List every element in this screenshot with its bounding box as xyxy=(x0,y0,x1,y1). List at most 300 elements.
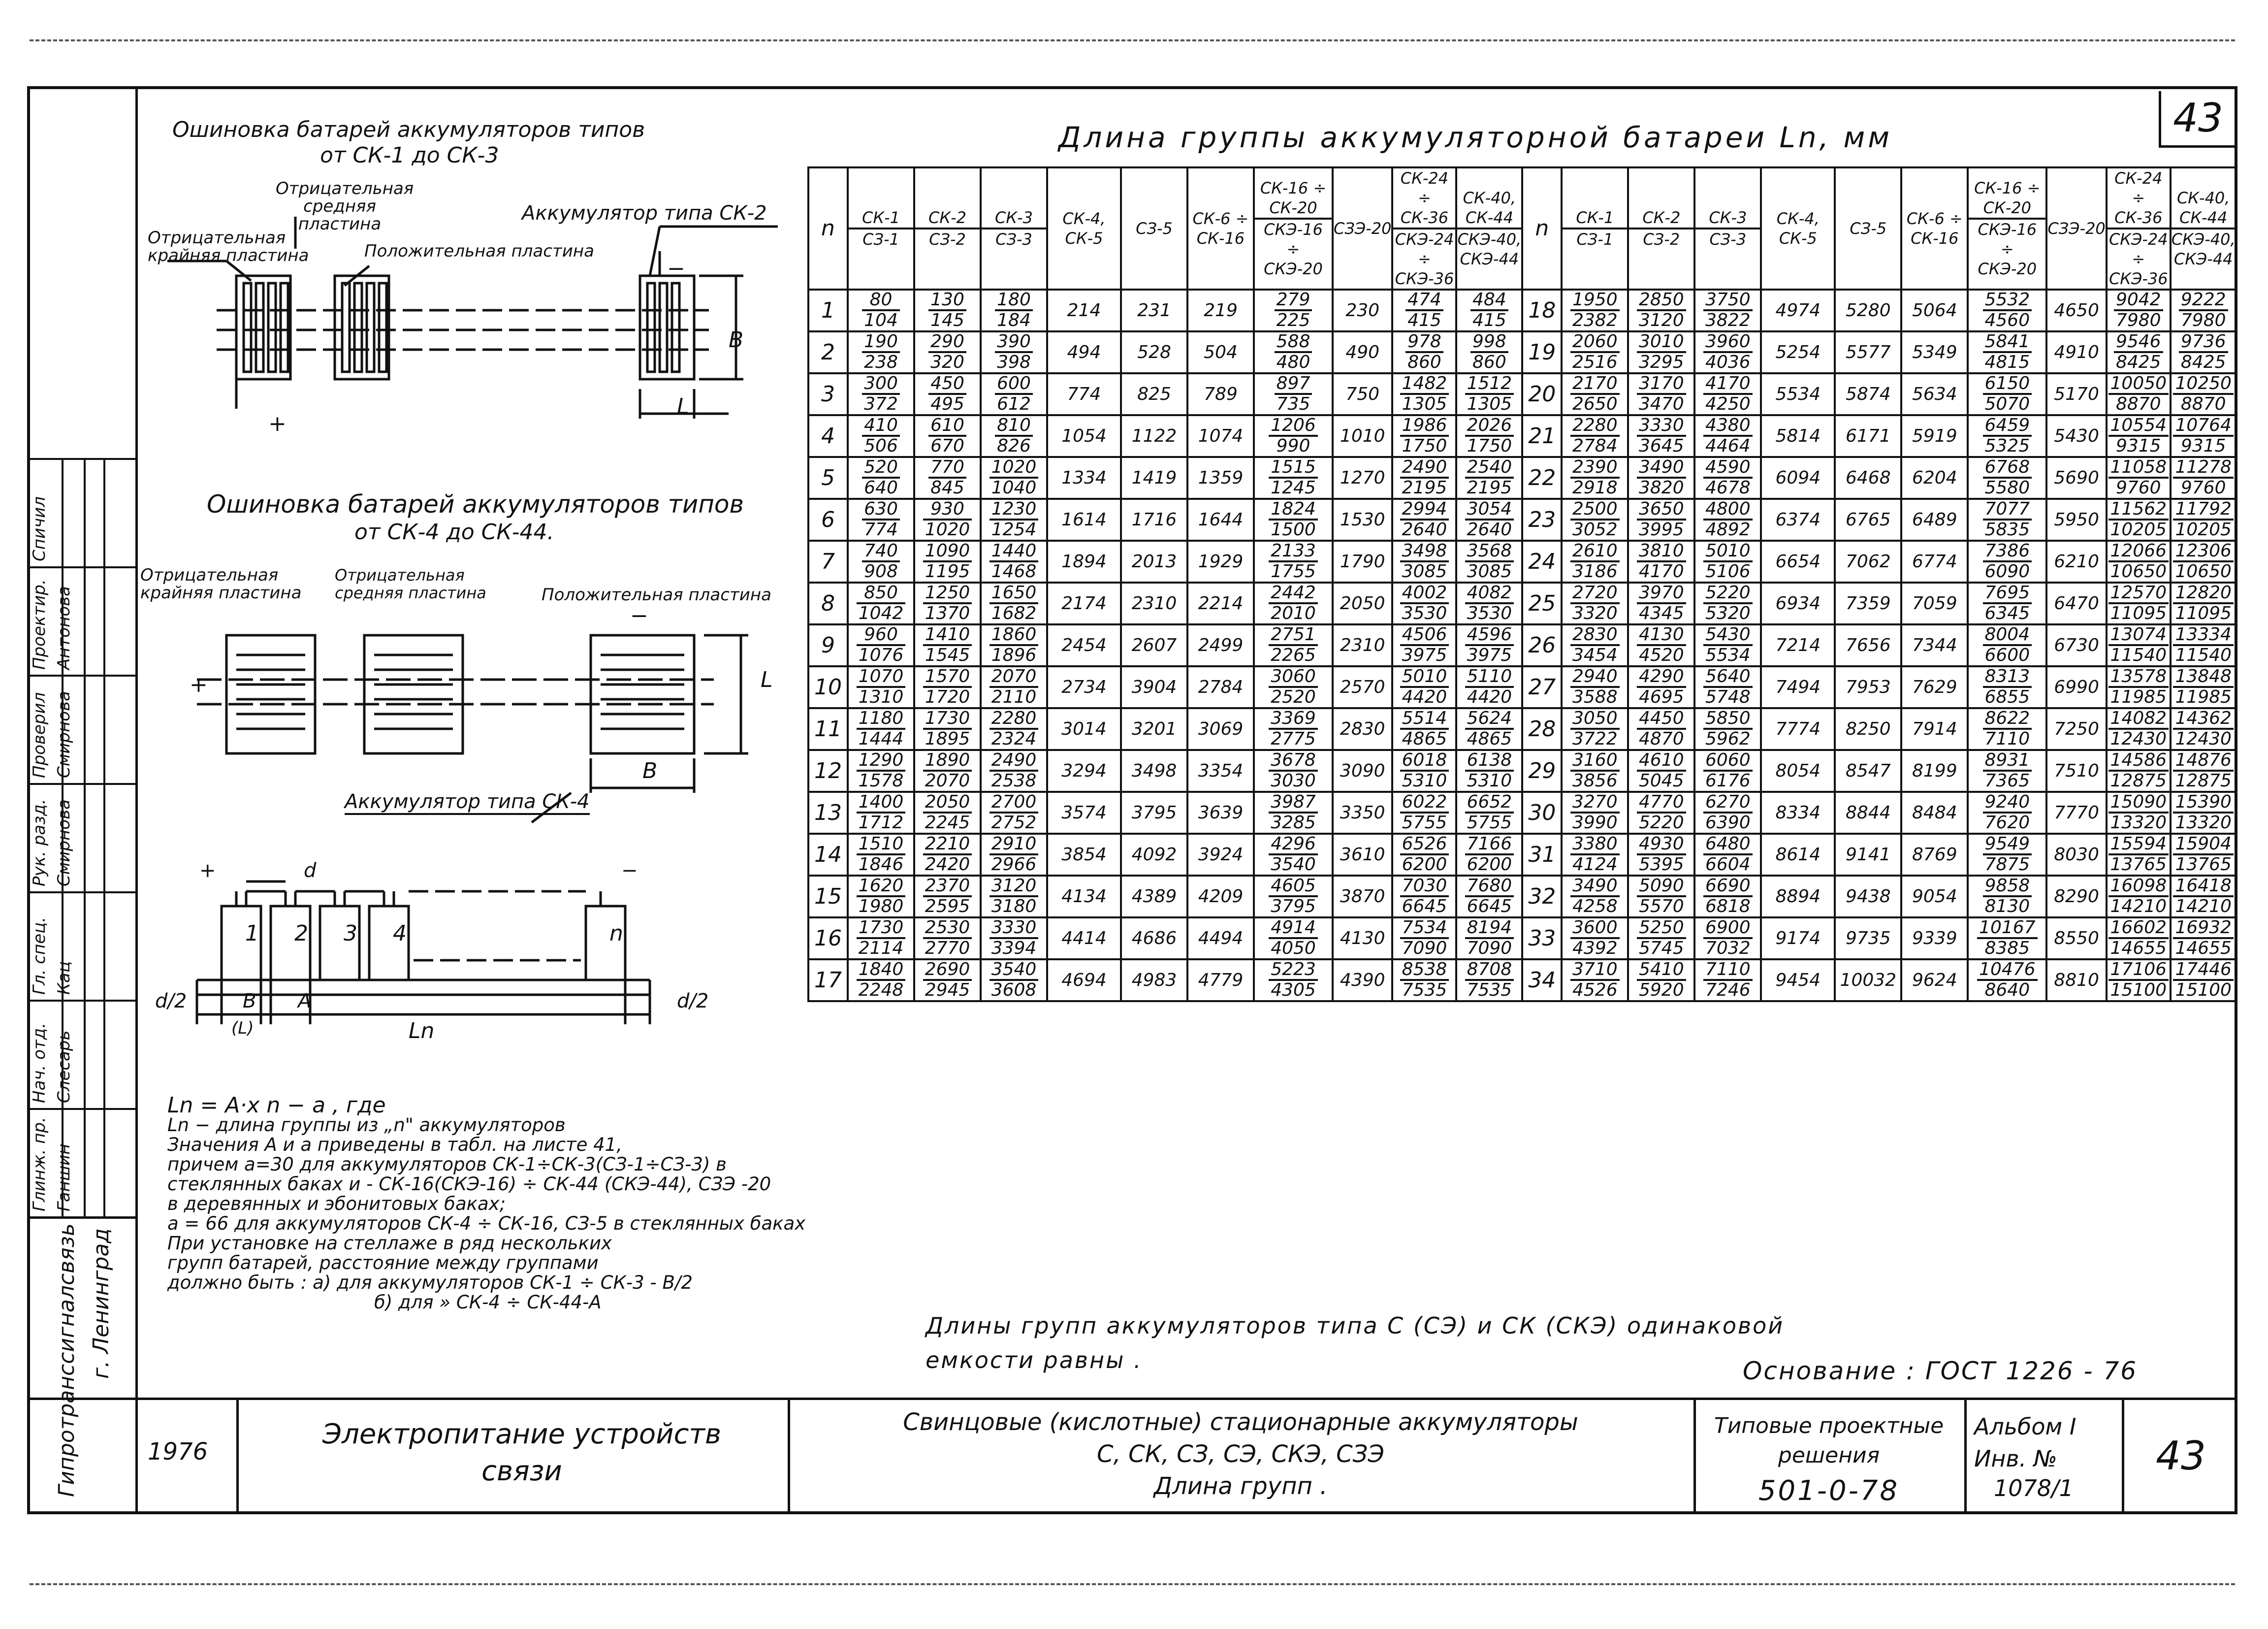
fraction-bottom: 5748 xyxy=(1705,687,1751,707)
fraction xyxy=(1703,584,1753,623)
table-cell xyxy=(2107,959,2171,1001)
table-cell: 8614 xyxy=(1761,834,1835,876)
fraction-bottom: 13765 xyxy=(2175,854,2232,875)
fraction-bottom: 104 xyxy=(864,310,898,330)
fraction xyxy=(857,960,906,1000)
fraction xyxy=(1269,835,1318,874)
table-cell xyxy=(1694,373,1761,415)
fraction-top: 11278 xyxy=(2173,458,2234,479)
fraction-top: 3054 xyxy=(1465,500,1514,521)
fraction-top: 130 xyxy=(928,291,966,311)
table-cell xyxy=(848,331,914,373)
header-n: n xyxy=(808,167,848,290)
fraction-top: 4380 xyxy=(1703,416,1753,437)
fraction-bottom: 6090 xyxy=(1984,561,2030,582)
fraction-bottom: 5745 xyxy=(1639,938,1684,958)
table-cell xyxy=(1694,959,1761,1001)
table-cell xyxy=(2171,959,2236,1001)
table-cell xyxy=(1694,666,1761,708)
diagram1-title-line2: от СК-1 до СК-3 xyxy=(320,143,499,168)
fraction xyxy=(862,500,900,539)
table-cell xyxy=(1392,415,1456,457)
table-cell: 2013 xyxy=(1121,541,1187,583)
fraction xyxy=(862,291,900,330)
fraction-bottom: 2752 xyxy=(991,813,1037,833)
table-cell xyxy=(848,792,914,834)
table-cell: 1894 xyxy=(1047,541,1121,583)
fraction-bottom: 6200 xyxy=(1467,854,1512,875)
fraction-bottom: 1720 xyxy=(925,687,970,707)
fraction-bottom: 7980 xyxy=(2180,310,2226,330)
fraction-bottom: 3030 xyxy=(1271,771,1316,791)
fraction-top: 80 xyxy=(862,291,900,311)
fraction-bottom: 3990 xyxy=(1572,813,1618,833)
fraction-top: 6138 xyxy=(1465,751,1514,772)
table-cell xyxy=(981,834,1047,876)
table-cell xyxy=(981,499,1047,541)
fraction-top: 9222 xyxy=(2179,291,2228,311)
fraction-bottom: 5106 xyxy=(1705,561,1751,582)
fraction-top: 588 xyxy=(1275,332,1312,353)
note-line: Значения А и а приведены в табл. на листе 41, xyxy=(167,1134,622,1155)
fraction-top: 9546 xyxy=(2114,332,2163,353)
fraction-bottom: 11540 xyxy=(2110,645,2167,665)
table-cell: 5170 xyxy=(2046,373,2106,415)
fraction-top: 1206 xyxy=(1269,416,1318,437)
fraction-top: 1570 xyxy=(923,667,972,688)
table-cell xyxy=(2107,876,2171,917)
table-cell xyxy=(981,290,1047,331)
table-cell xyxy=(1628,666,1694,708)
fraction-bottom: 1712 xyxy=(858,813,904,833)
fraction-top: 3650 xyxy=(1637,500,1686,521)
fraction-top: 15904 xyxy=(2173,835,2234,855)
table-cell xyxy=(1254,750,1333,792)
fraction-top: 2070 xyxy=(990,667,1039,688)
fraction xyxy=(1275,291,1312,330)
fraction xyxy=(990,458,1039,497)
fraction-bottom: 5835 xyxy=(1984,520,2030,540)
fraction xyxy=(990,751,1039,790)
fraction xyxy=(1465,500,1514,539)
fraction-bottom: 4345 xyxy=(1639,603,1684,623)
fraction xyxy=(923,751,972,790)
fraction-top: 12820 xyxy=(2173,584,2234,604)
fraction-top: 3330 xyxy=(990,918,1039,939)
table-row xyxy=(808,583,2236,624)
fraction-top: 3600 xyxy=(1570,918,1620,939)
fraction-bottom: 6645 xyxy=(1467,896,1512,916)
header-bottom: СЗ-1 xyxy=(862,230,899,249)
table-cell: 2454 xyxy=(1047,624,1121,666)
fraction-bottom: 11540 xyxy=(2175,645,2232,665)
table-cell: 4414 xyxy=(1047,917,1121,959)
fraction xyxy=(1465,793,1514,832)
side-stamp-role: Проектир. xyxy=(30,579,49,670)
fraction xyxy=(2108,584,2169,623)
table-cell xyxy=(2171,290,2236,331)
fraction-bottom: 5310 xyxy=(1402,771,1447,791)
table-cell xyxy=(2171,583,2236,624)
table-cell xyxy=(1562,541,1628,583)
table-cell: 4650 xyxy=(2046,290,2106,331)
fraction-top: 12306 xyxy=(2173,542,2234,562)
fraction-bottom: 3052 xyxy=(1572,520,1618,540)
table-row xyxy=(808,373,2236,415)
header-top: СК-3 xyxy=(982,208,1046,229)
table-cell xyxy=(1968,708,2046,750)
side-stamp-city: г. Ленинград xyxy=(89,1228,114,1379)
fraction xyxy=(1703,667,1753,707)
header-cell: СК-4, СК-5 xyxy=(1047,167,1121,290)
fraction-bottom: 1846 xyxy=(858,854,904,875)
fraction-bottom: 1755 xyxy=(1271,561,1316,582)
table-cell xyxy=(1456,373,1522,415)
table-cell xyxy=(981,917,1047,959)
fraction xyxy=(1983,542,2032,581)
fraction-top: 16932 xyxy=(2173,918,2234,939)
table-cell xyxy=(1254,708,1333,750)
header-cell xyxy=(914,167,981,290)
fraction-top: 1230 xyxy=(990,500,1039,521)
fraction-bottom: 3120 xyxy=(1639,310,1684,330)
fraction-top: 850 xyxy=(857,584,906,604)
fraction xyxy=(990,584,1039,623)
row-n: 30 xyxy=(1522,792,1562,834)
fraction xyxy=(1275,374,1312,414)
fraction-top: 1410 xyxy=(923,625,972,646)
fraction xyxy=(2179,291,2228,330)
table-cell xyxy=(1562,708,1628,750)
fraction-top: 9549 xyxy=(1983,835,2032,855)
table-cell: 4390 xyxy=(1333,959,1392,1001)
fraction xyxy=(928,458,966,497)
table-cell: 9174 xyxy=(1761,917,1835,959)
tb-std-line2: решения xyxy=(1778,1443,1880,1468)
row-n: 26 xyxy=(1522,624,1562,666)
table-cell xyxy=(2107,792,2171,834)
fraction xyxy=(990,793,1039,832)
fraction-top: 8931 xyxy=(1983,751,2032,772)
fraction-bottom: 5325 xyxy=(1984,436,2030,456)
fraction xyxy=(1269,709,1318,749)
fraction-top: 9736 xyxy=(2179,332,2228,353)
fraction xyxy=(1637,625,1686,665)
header-bottom: СКЭ-24 ÷ СКЭ-36 xyxy=(2108,230,2168,288)
table-cell: 4694 xyxy=(1047,959,1121,1001)
row-n: 18 xyxy=(1522,290,1562,331)
fraction-top: 810 xyxy=(995,416,1033,437)
table-row xyxy=(808,750,2236,792)
fraction-bottom: 4258 xyxy=(1572,896,1618,916)
fraction xyxy=(2173,918,2234,958)
fraction xyxy=(1400,709,1449,749)
table-cell xyxy=(1392,541,1456,583)
table-cell xyxy=(1628,583,1694,624)
fraction-bottom: 12875 xyxy=(2110,771,2167,791)
fraction xyxy=(857,835,906,874)
fraction-bottom: 3295 xyxy=(1639,352,1684,372)
table-cell xyxy=(1968,373,2046,415)
table-cell: 5280 xyxy=(1835,290,1901,331)
fraction xyxy=(1570,374,1620,414)
header-top: СК-2 xyxy=(1629,208,1693,229)
fraction-bottom: 5962 xyxy=(1705,729,1751,749)
fraction xyxy=(1983,374,2032,414)
fraction-top: 897 xyxy=(1275,374,1312,395)
fraction-bottom: 4560 xyxy=(1984,310,2030,330)
fraction-bottom: 1020 xyxy=(925,520,970,540)
fraction-bottom: 3180 xyxy=(991,896,1037,916)
fraction-top: 2850 xyxy=(1637,291,1686,311)
fraction xyxy=(1983,877,2032,916)
fraction-bottom: 11985 xyxy=(2110,687,2167,707)
fraction-bottom: 2650 xyxy=(1572,394,1618,414)
header-n: n xyxy=(1522,167,1562,290)
fraction-top: 7386 xyxy=(1983,542,2032,562)
fraction xyxy=(923,960,972,1000)
fraction-bottom: 2784 xyxy=(1572,436,1618,456)
table-cell xyxy=(1694,708,1761,750)
fraction xyxy=(1570,877,1620,916)
fraction xyxy=(1703,500,1753,539)
table-cell xyxy=(2171,373,2236,415)
fraction xyxy=(1400,793,1449,832)
table-cell xyxy=(1392,750,1456,792)
fraction-top: 6459 xyxy=(1983,416,2032,437)
table-cell: 3498 xyxy=(1121,750,1187,792)
fraction-top: 1515 xyxy=(1269,458,1318,479)
fraction-top: 474 xyxy=(1406,291,1443,311)
fraction xyxy=(1637,793,1686,832)
fraction-bottom: 2114 xyxy=(858,938,904,958)
title-block-top-line xyxy=(27,1398,2237,1400)
fraction-top: 7534 xyxy=(1400,918,1449,939)
fraction-bottom: 6176 xyxy=(1705,771,1751,791)
table-cell xyxy=(1628,415,1694,457)
fraction xyxy=(1703,542,1753,581)
table-cell xyxy=(2171,415,2236,457)
fraction-bottom: 1750 xyxy=(1402,436,1447,456)
table-cell: 9141 xyxy=(1835,834,1901,876)
table-cell: 7359 xyxy=(1835,583,1901,624)
fraction xyxy=(1400,584,1449,623)
side-stamp-role: Рук. разд. xyxy=(30,799,49,886)
fraction-bottom: 5395 xyxy=(1639,854,1684,875)
fraction-bottom: 184 xyxy=(997,310,1031,330)
diagram1-dim-l: L xyxy=(677,394,689,419)
table-cell xyxy=(1456,541,1522,583)
fraction-top: 14586 xyxy=(2108,751,2169,772)
table-cell xyxy=(1254,583,1333,624)
diagram3-cell-n: n xyxy=(609,921,623,946)
table-cell xyxy=(1968,750,2046,792)
fraction-top: 3160 xyxy=(1570,751,1620,772)
fraction-top: 10167 xyxy=(1977,918,2038,939)
fraction-top: 6768 xyxy=(1983,458,2032,479)
fraction-bottom: 5755 xyxy=(1467,813,1512,833)
fraction xyxy=(1470,332,1508,372)
table-cell: 4910 xyxy=(2046,331,2106,373)
table-cell: 6654 xyxy=(1761,541,1835,583)
table-cell: 1010 xyxy=(1333,415,1392,457)
tb-sheet: 43 xyxy=(2156,1433,2206,1479)
table-cell: 5577 xyxy=(1835,331,1901,373)
table-cell: 7059 xyxy=(1901,583,1968,624)
fraction xyxy=(1637,542,1686,581)
fraction-top: 5841 xyxy=(1983,332,2032,353)
table-row xyxy=(808,499,2236,541)
table-cell xyxy=(981,959,1047,1001)
fraction xyxy=(2173,374,2234,414)
table-cell: 3610 xyxy=(1333,834,1392,876)
table-cell: 774 xyxy=(1047,373,1121,415)
note-line: должно быть : а) для аккумуляторов СК-1 ÷ СК-3 - В/2 xyxy=(167,1272,693,1293)
table-cell: 8290 xyxy=(2046,876,2106,917)
table-cell xyxy=(981,876,1047,917)
fraction-top: 190 xyxy=(862,332,900,353)
fraction-bottom: 3530 xyxy=(1402,603,1447,623)
fraction-bottom: 845 xyxy=(930,478,964,498)
fraction-top: 1730 xyxy=(857,918,906,939)
table-cell xyxy=(2171,750,2236,792)
fraction-top: 2210 xyxy=(923,835,972,855)
fraction-top: 12066 xyxy=(2108,542,2169,562)
table-cell xyxy=(914,624,981,666)
side-stamp-col xyxy=(62,458,64,1216)
side-stamp-role: Нач. отд. xyxy=(30,1022,49,1103)
table-cell: 5534 xyxy=(1761,373,1835,415)
fraction-top: 2700 xyxy=(990,793,1039,814)
fraction xyxy=(1465,416,1514,456)
diagram1-type-label: Аккумулятор типа СК-2 xyxy=(522,202,767,225)
table-cell xyxy=(1968,583,2046,624)
table-cell xyxy=(981,457,1047,499)
table-cell xyxy=(914,876,981,917)
table-cell xyxy=(2107,666,2171,708)
table-cell xyxy=(1456,499,1522,541)
fraction xyxy=(923,667,972,707)
fraction-top: 14082 xyxy=(2108,709,2169,730)
header-top: СК-40, СК-44 xyxy=(1457,188,1521,229)
table-cell xyxy=(981,666,1047,708)
fraction xyxy=(1983,584,2032,623)
table-cell: 528 xyxy=(1121,331,1187,373)
fraction-top: 13578 xyxy=(2108,667,2169,688)
fraction-top: 3568 xyxy=(1465,542,1514,562)
fraction-bottom: 11095 xyxy=(2175,603,2232,623)
diagram3-d2-right: d/2 xyxy=(677,990,709,1012)
fraction-top: 3960 xyxy=(1703,332,1753,353)
table-cell xyxy=(981,750,1047,792)
fraction xyxy=(1400,960,1449,1000)
side-stamp-divider xyxy=(27,1216,135,1219)
tb-year: 1976 xyxy=(148,1438,208,1466)
fraction-bottom: 3588 xyxy=(1572,687,1618,707)
table-cell: 7494 xyxy=(1761,666,1835,708)
header-cell xyxy=(1694,167,1761,290)
fraction-top: 15090 xyxy=(2108,793,2169,814)
fraction xyxy=(1637,835,1686,874)
fraction-bottom: 13320 xyxy=(2175,813,2232,833)
fraction-top: 2720 xyxy=(1570,584,1620,604)
fraction-top: 7077 xyxy=(1983,500,2032,521)
side-stamp-col xyxy=(84,458,86,1216)
table-cell xyxy=(1456,331,1522,373)
fraction-top: 6060 xyxy=(1703,751,1753,772)
fraction-top: 180 xyxy=(995,291,1033,311)
table-cell: 4134 xyxy=(1047,876,1121,917)
row-n: 14 xyxy=(808,834,848,876)
fraction xyxy=(1570,332,1620,372)
fraction-top: 6652 xyxy=(1465,793,1514,814)
fraction xyxy=(1983,625,2032,665)
fraction-bottom: 506 xyxy=(864,436,898,456)
fraction-bottom: 1370 xyxy=(925,603,970,623)
table-cell: 1054 xyxy=(1047,415,1121,457)
table-cell xyxy=(848,624,914,666)
fraction-top: 3170 xyxy=(1637,374,1686,395)
fraction-bottom: 2516 xyxy=(1572,352,1618,372)
fraction-top: 8622 xyxy=(1983,709,2032,730)
table-cell xyxy=(1456,624,1522,666)
table-cell xyxy=(1254,666,1333,708)
header-cell xyxy=(1456,167,1522,290)
fraction-bottom: 5070 xyxy=(1984,394,2030,414)
header-cell xyxy=(1562,167,1628,290)
table-cell: 7344 xyxy=(1901,624,1968,666)
table-cell xyxy=(914,834,981,876)
fraction-top: 2540 xyxy=(1465,458,1514,479)
fraction-top: 3490 xyxy=(1637,458,1686,479)
table-row xyxy=(808,708,2236,750)
diagram1-plus: + xyxy=(268,411,287,436)
fraction-bottom: 5920 xyxy=(1639,980,1684,1000)
table-cell xyxy=(1456,792,1522,834)
fraction-bottom: 8385 xyxy=(1984,938,2030,958)
page-number: 43 xyxy=(2159,91,2235,148)
table-cell: 3854 xyxy=(1047,834,1121,876)
row-n: 33 xyxy=(1522,917,1562,959)
table-cell: 9735 xyxy=(1835,917,1901,959)
fraction-bottom: 2595 xyxy=(925,896,970,916)
table-cell xyxy=(1968,917,2046,959)
fraction-bottom: 860 xyxy=(1472,352,1506,372)
header-cell: СК-4, СК-5 xyxy=(1761,167,1835,290)
header-cell xyxy=(981,167,1047,290)
side-stamp-role: Проверил xyxy=(30,692,49,778)
fraction xyxy=(1465,458,1514,497)
fraction-bottom: 10650 xyxy=(2175,561,2232,582)
fraction-bottom: 5320 xyxy=(1705,603,1751,623)
fraction-top: 740 xyxy=(862,542,900,562)
row-n: 2 xyxy=(808,331,848,373)
fraction-bottom: 11985 xyxy=(2175,687,2232,707)
fraction-top: 3120 xyxy=(990,877,1039,897)
fraction-bottom: 7535 xyxy=(1467,980,1512,1000)
fraction-bottom: 4420 xyxy=(1467,687,1512,707)
diagram2-dim-b: В xyxy=(642,758,658,783)
fraction-top: 3270 xyxy=(1570,793,1620,814)
fraction-top: 1824 xyxy=(1269,500,1318,521)
table-cell: 5064 xyxy=(1901,290,1968,331)
fraction xyxy=(1465,667,1514,707)
fraction xyxy=(995,332,1033,372)
table-cell xyxy=(1562,583,1628,624)
table-cell xyxy=(1456,876,1522,917)
fraction-top: 12570 xyxy=(2108,584,2169,604)
table-cell xyxy=(1694,331,1761,373)
